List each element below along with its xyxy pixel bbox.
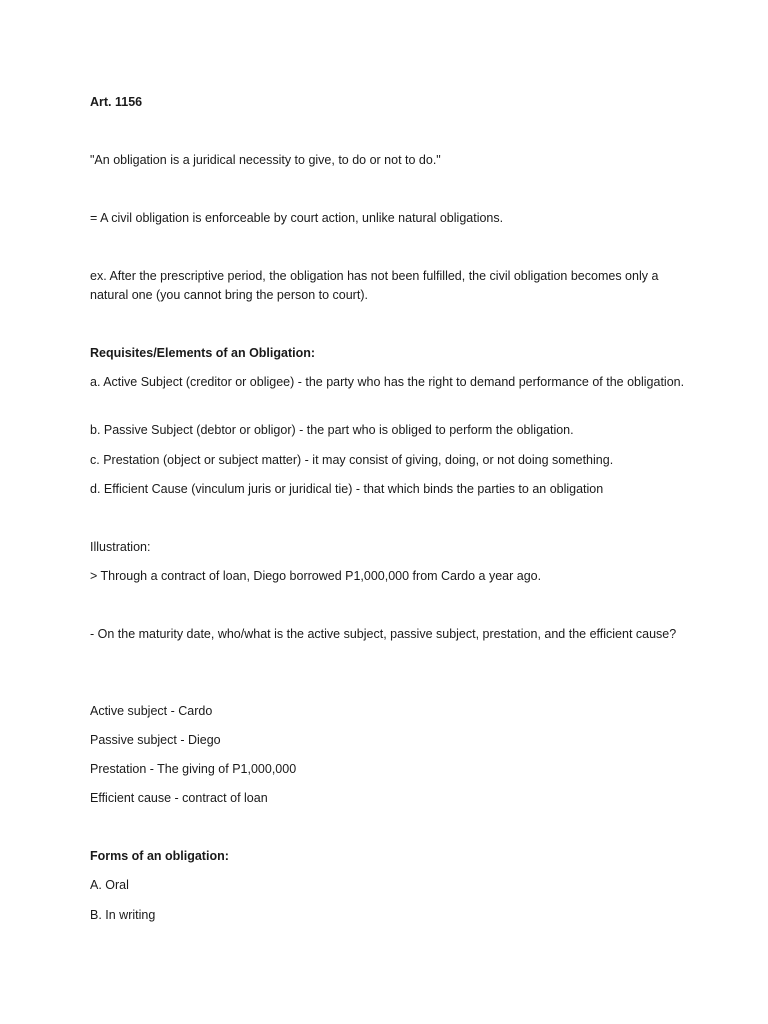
requisite-efficient-cause: d. Efficient Cause (vinculum juris or juridical tie) - that which binds the parties to an obligation	[90, 482, 604, 496]
requisites-heading: Requisites/Elements of an Obligation:	[90, 346, 316, 360]
answer-prestation: Prestation - The giving of P1,000,000	[90, 762, 297, 776]
civil-obligation-note: = A civil obligation is enforceable by court action, unlike natural obligations.	[90, 211, 504, 225]
illustration-label: Illustration:	[90, 540, 151, 554]
answer-active-subject: Active subject - Cardo	[90, 704, 213, 718]
prescriptive-example: ex. After the prescriptive period, the obligation has not been fulfilled, the civil obligation becomes only a natural one (you cannot bring the person to court).	[90, 269, 659, 302]
requisite-prestation: c. Prestation (object or subject matter) - it may consist of giving, doing, or not doing something.	[90, 453, 614, 467]
forms-heading: Forms of an obligation:	[90, 849, 229, 863]
answer-passive-subject: Passive subject - Diego	[90, 733, 221, 747]
illustration-question: - On the maturity date, who/what is the active subject, passive subject, prestation, and the efficient cause?	[90, 627, 677, 641]
form-in-writing: B. In writing	[90, 908, 156, 922]
definition-quote: "An obligation is a juridical necessity to give, to do or not to do."	[90, 153, 441, 167]
article-heading: Art. 1156	[90, 95, 143, 109]
requisite-active-subject: a. Active Subject (creditor or obligee) - the party who has the right to demand performance of the obligation.	[90, 375, 685, 389]
answer-efficient-cause: Efficient cause - contract of loan	[90, 791, 268, 805]
form-oral: A. Oral	[90, 878, 129, 892]
requisite-passive-subject: b. Passive Subject (debtor or obligor) - the part who is obliged to perform the obligation.	[90, 423, 574, 437]
illustration-case: > Through a contract of loan, Diego borrowed P1,000,000 from Cardo a year ago.	[90, 569, 542, 583]
